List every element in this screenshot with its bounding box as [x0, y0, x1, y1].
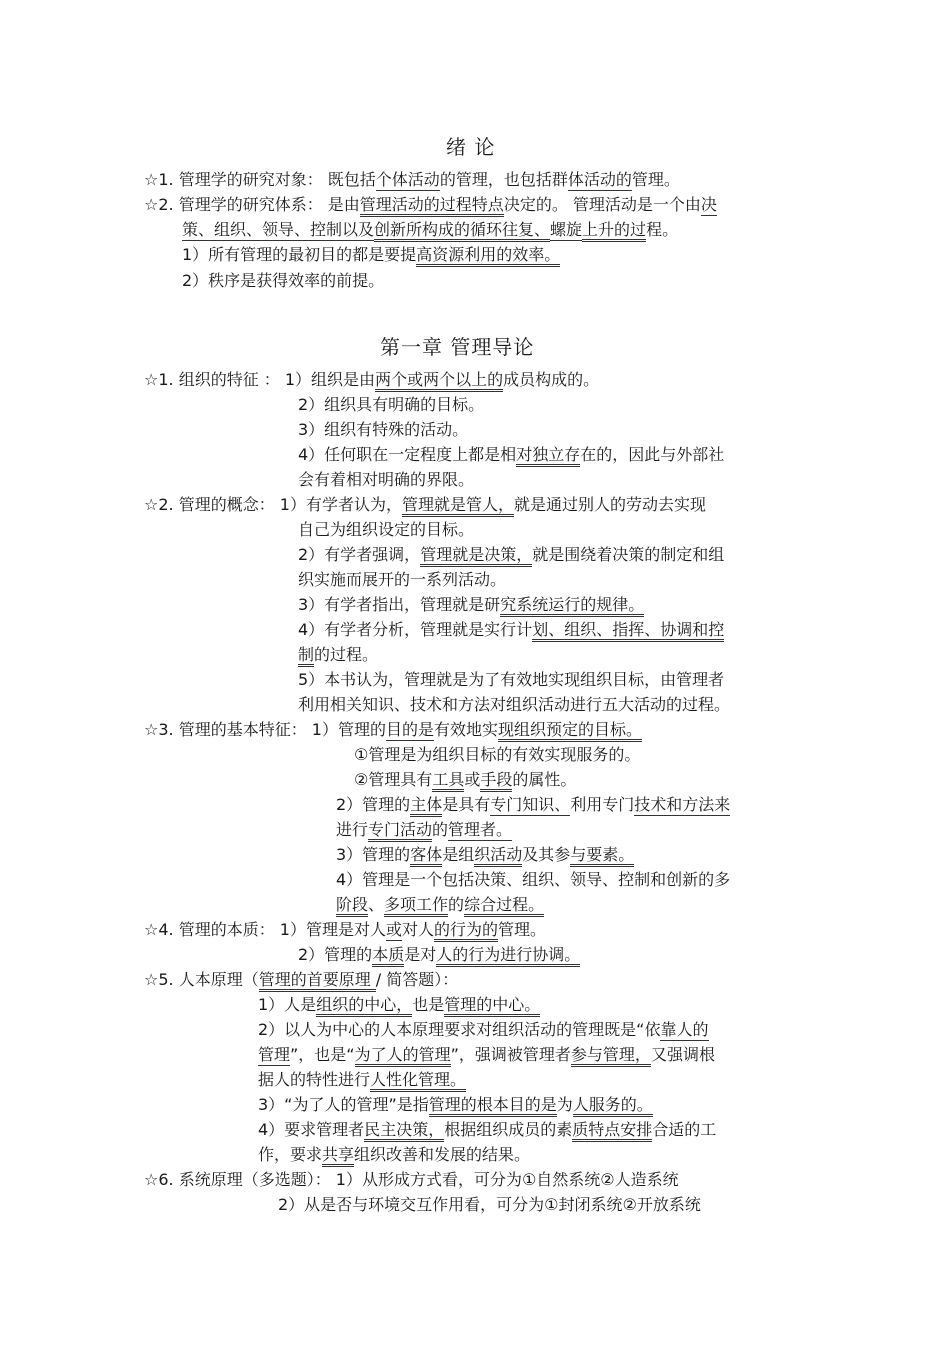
mgmt-feature-1b: ②管理具有工具或手段的属性。	[354, 768, 576, 792]
intro-item-1: ☆1. 管理学的研究对象： 既包括个体活动的管理，也包括群体活动的管理。	[144, 170, 680, 189]
mgmt-concept-1: ☆2. 管理的概念： 1）有学者认为，管理就是管人，就是通过别人的劳动去实现	[144, 493, 706, 517]
humanism-2-cont2: 据人的特性进行人性化管理。	[258, 1068, 466, 1092]
mgmt-feature-3: 3）管理的客体是组织活动及其参与要素。	[336, 843, 634, 867]
mgmt-concept-4-cont: 制的过程。	[298, 643, 378, 667]
humanism-principle: ☆5. 人本原理（管理的首要原理 / 简答题）：	[144, 968, 458, 992]
mgmt-feature-2-cont: 进行专门活动的管理者。	[336, 818, 512, 842]
chapter-1-title: 第一章 管理导论	[380, 335, 535, 359]
mgmt-concept-1-cont: 自己为组织设定的目标。	[298, 520, 475, 539]
mgmt-feature-1: ☆3. 管理的基本特征： 1）管理的目的是有效地实现组织预定的目标。	[144, 718, 642, 742]
mgmt-feature-4: 4）管理是一个包括决策、组织、领导、控制和创新的多	[336, 870, 731, 889]
humanism-1: 1）人是组织的中心，也是管理的中心。	[258, 993, 540, 1017]
org-feature-4: 4）任何职在一定程度上都是相对独立存在的，因此与外部社	[298, 443, 724, 467]
org-feature-3: 3）组织有特殊的活动。	[298, 420, 469, 439]
mgmt-concept-3: 3）有学者指出，管理就是研究系统运行的规律。	[298, 593, 644, 617]
humanism-4-cont: 作，要求共享组织改善和发展的结果。	[258, 1143, 530, 1167]
humanism-3: 3）“为了人的管理”是指管理的根本目的是为人服务的。	[258, 1093, 653, 1117]
mgmt-essence-2: 2）管理的本质是对人的行为进行协调。	[298, 943, 580, 967]
mgmt-feature-2: 2）管理的主体是具有专门知识、利用专门技术和方法来	[336, 793, 730, 817]
mgmt-concept-5-cont: 利用相关知识、技术和方法对组织活动进行五大活动的过程。	[298, 695, 731, 714]
humanism-2: 2）以人为中心的人本原理要求对组织活动的管理既是“依靠人的	[258, 1020, 709, 1039]
org-feature-1: ☆1. 组织的特征 ： 1）组织是由两个或两个以上的成员构成的。	[144, 368, 599, 392]
system-principle-2: 2）从是否与环境交互作用看，可分为①封闭系统②开放系统	[278, 1195, 701, 1214]
intro-title: 绪 论	[446, 135, 496, 159]
intro-item-2: ☆2. 管理学的研究体系： 是由管理活动的过程特点决定的。 管理活动是一个由决	[144, 193, 717, 217]
intro-subitem-2: 2）秩序是获得效率的前提。	[182, 271, 385, 290]
org-feature-2: 2）组织具有明确的目标。	[298, 395, 485, 414]
mgmt-concept-4: 4）有学者分析，管理就是实行计划、组织、指挥、协调和控	[298, 618, 724, 642]
humanism-4: 4）要求管理者民主决策，根据组织成员的素质特点安排合适的工	[258, 1118, 716, 1142]
mgmt-concept-2: 2）有学者强调，管理就是决策，就是围绕着决策的制定和组	[298, 543, 724, 567]
mgmt-concept-2-cont: 织实施而展开的一系列活动。	[298, 570, 507, 589]
humanism-2-cont: 管理”，也是“为了人的管理”，强调被管理者参与管理，又强调根	[258, 1043, 715, 1067]
mgmt-feature-4-cont: 阶段、多项工作的综合过程。	[336, 893, 544, 917]
mgmt-essence-1: ☆4. 管理的本质： 1）管理是对人或对人的行为的管理。	[144, 918, 546, 942]
mgmt-concept-5: 5）本书认为，管理就是为了有效地实现组织目标，由管理者	[298, 670, 725, 689]
intro-item-2-cont: 策、组织、领导、控制以及创新所构成的循环往复、螺旋上升的过程。	[182, 218, 678, 242]
org-feature-4-cont: 会有着相对明确的界限。	[298, 470, 475, 489]
mgmt-feature-1a: ①管理是为组织目标的有效实现服务的。	[354, 745, 641, 764]
system-principle-1: ☆6. 系统原理（多选题）： 1）从形成方式看，可分为①自然系统②人造系统	[144, 1170, 679, 1189]
intro-subitem-1: 1）所有管理的最初目的都是要提高资源利用的效率。	[182, 243, 560, 267]
